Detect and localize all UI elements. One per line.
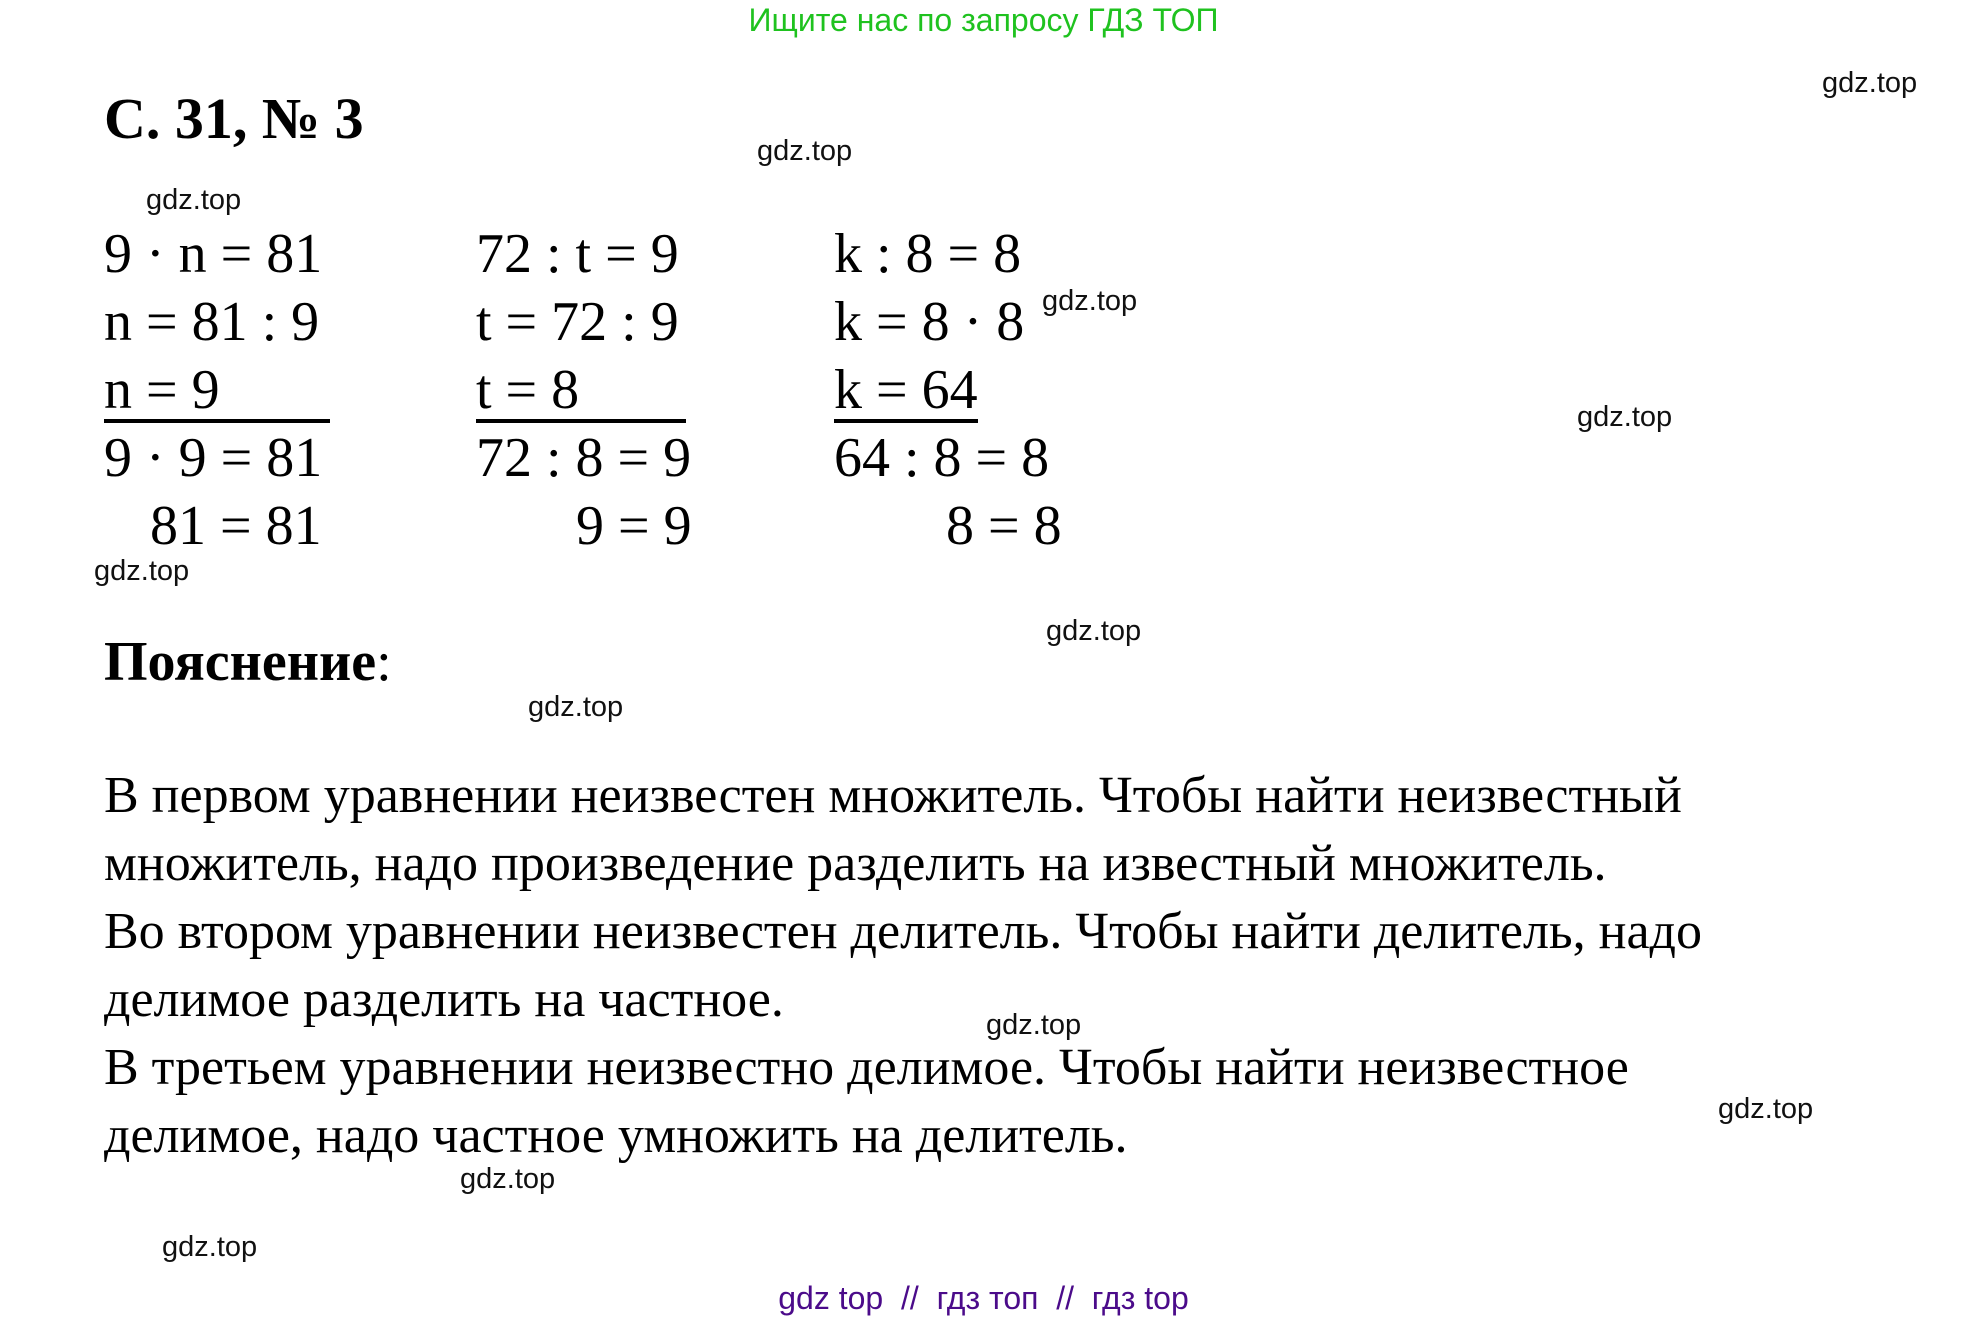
- equation-line: k : 8 = 8: [834, 223, 1022, 285]
- watermark: gdz.top: [986, 1009, 1082, 1041]
- watermark: gdz.top: [1718, 1093, 1814, 1125]
- explanation-colon: :: [376, 631, 392, 693]
- equation-line: 9 · n = 81: [104, 223, 323, 285]
- equation-answer: [104, 356, 330, 424]
- explanation-line: делимое, надо частное умножить на делитель.: [104, 1107, 1128, 1164]
- check-line: 9 · 9 = 81: [104, 427, 323, 489]
- watermark: gdz.top: [94, 555, 190, 587]
- explanation-line: делимое разделить на частное.: [104, 971, 784, 1028]
- check-result: 81 = 81: [150, 495, 322, 557]
- footer-watermark: gdz top // гдз топ // гдз top: [778, 1280, 1189, 1316]
- answer-underlined: t = 8: [476, 361, 686, 423]
- answer-underlined: n = 9: [104, 361, 330, 423]
- equation-line: k = 8 · 8: [834, 291, 1025, 353]
- search-banner: Ищите нас по запросу ГДЗ ТОП: [748, 2, 1219, 38]
- explanation-line: Во втором уравнении неизвестен делитель. Чтобы найти делитель, надо: [104, 903, 1702, 960]
- watermark: gdz.top: [1042, 285, 1138, 317]
- watermark: gdz.top: [460, 1163, 556, 1195]
- check-result: 9 = 9: [576, 495, 692, 557]
- watermark: gdz.top: [1822, 67, 1918, 99]
- explanation-heading: [104, 628, 392, 696]
- watermark: gdz.top: [1577, 401, 1673, 433]
- watermark: gdz.top: [528, 691, 624, 723]
- equation-answer: [834, 356, 978, 424]
- answer-underlined: k = 64: [834, 359, 978, 421]
- equation-answer: [476, 356, 686, 424]
- check-line: 72 : 8 = 9: [476, 427, 692, 489]
- watermark: gdz.top: [146, 184, 242, 216]
- check-line: 64 : 8 = 8: [834, 427, 1050, 489]
- explanation-line: множитель, надо произведение разделить на известный множитель.: [104, 835, 1607, 892]
- check-result: 8 = 8: [946, 495, 1062, 557]
- explanation-heading-text: Пояснение: [104, 631, 377, 693]
- equation-line: n = 81 : 9: [104, 291, 320, 353]
- watermark: gdz.top: [757, 135, 853, 167]
- equation-line: t = 72 : 9: [476, 291, 679, 353]
- equation-line: 72 : t = 9: [476, 223, 679, 285]
- watermark: gdz.top: [162, 1231, 258, 1263]
- watermark: gdz.top: [1046, 615, 1142, 647]
- explanation-line: В первом уравнении неизвестен множитель. Чтобы найти неизвестный: [104, 767, 1682, 824]
- page-title: С. 31, № 3: [104, 86, 364, 151]
- explanation-line: В третьем уравнении неизвестно делимое. Чтобы найти неизвестное: [104, 1039, 1629, 1096]
